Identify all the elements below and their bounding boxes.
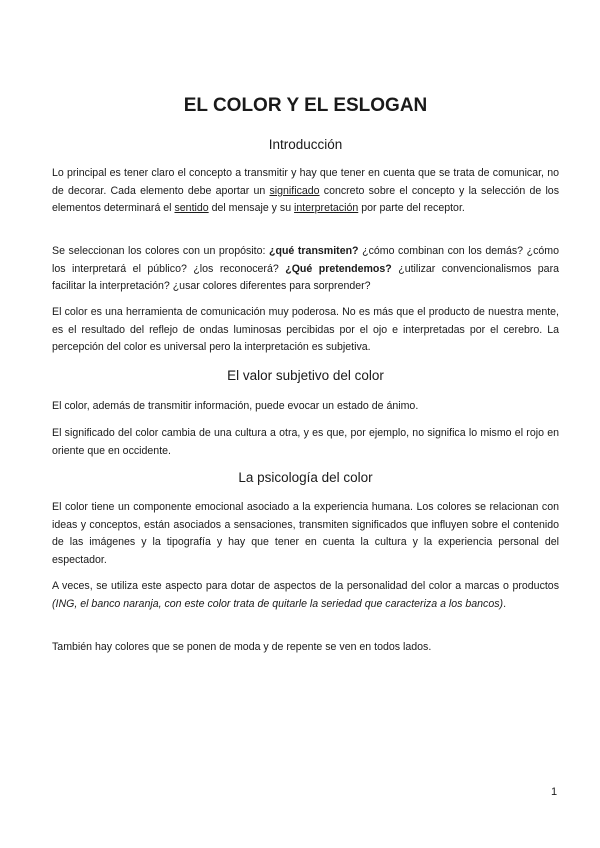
psychology-paragraph-2: A veces, se utiliza este aspecto para dotar de aspectos de la personalidad del color a marcas o productos (ING, el banco naranja, con este color trata de quitarle la seriedad que caracteriza a los bancos).	[52, 580, 559, 610]
intro-paragraph-2: Se seleccionan los colores con un propósito: ¿qué transmiten? ¿cómo combinan con los demás? ¿cómo los interpretará el público? ¿los reconocerá? ¿Qué pretendemos? ¿utilizar convencionalismos para facilitar la interpretación? ¿usar colores diferentes para sorprender?	[52, 245, 559, 293]
heading-introduccion: Introducción	[268, 137, 343, 152]
significado-term: significado	[269, 184, 320, 197]
interpretacion-term: interpretación	[294, 202, 359, 215]
page-number: 1	[551, 786, 558, 798]
heading-valor-subjetivo: El valor subjetivo del color	[227, 368, 384, 383]
intro-paragraph-3: El color es una herramienta de comunicación muy poderosa. No es más que el producto de nuestra mente, es el resultado del reflejo de ondas luminosas percibidas por el ojo e interpretadas por el cerebro. La percepción del color es universal pero la interpretación es subjetiva.	[52, 306, 559, 354]
subjective-paragraph-1: El color, además de transmitir información, puede evocar un estado de ánimo.	[52, 400, 419, 412]
document-title: EL COLOR Y EL ESLOGAN	[183, 95, 428, 116]
sentido-term: sentido	[174, 202, 209, 215]
heading-psicologia: La psicología del color	[238, 470, 373, 485]
psychology-paragraph-1: El color tiene un componente emocional asociado a la experiencia humana. Los colores se relacionan con ideas y conceptos, están asociados a sensaciones, transmiten significados que influyen sobre el contenido de las imágenes y la tipografía y hay que tener en cuenta la cultura y la experiencia personal del espectador.	[52, 501, 559, 566]
subjective-paragraph-2: El significado del color cambia de una cultura a otra, y es que, por ejemplo, no significa lo mismo el rojo en oriente que en occidente.	[52, 427, 559, 457]
psychology-paragraph-3: También hay colores que se ponen de moda y de repente se ven en todos lados.	[52, 641, 432, 653]
intro-paragraph-1: Lo principal es tener claro el concepto a transmitir y hay que tener en cuenta que se trata de comunicar, no de decorar. Cada elemento debe aportar un significado concreto sobre el concepto y la selección de los elementos determinará el sentido del mensaje y su interpretación por parte del receptor.	[52, 167, 559, 215]
